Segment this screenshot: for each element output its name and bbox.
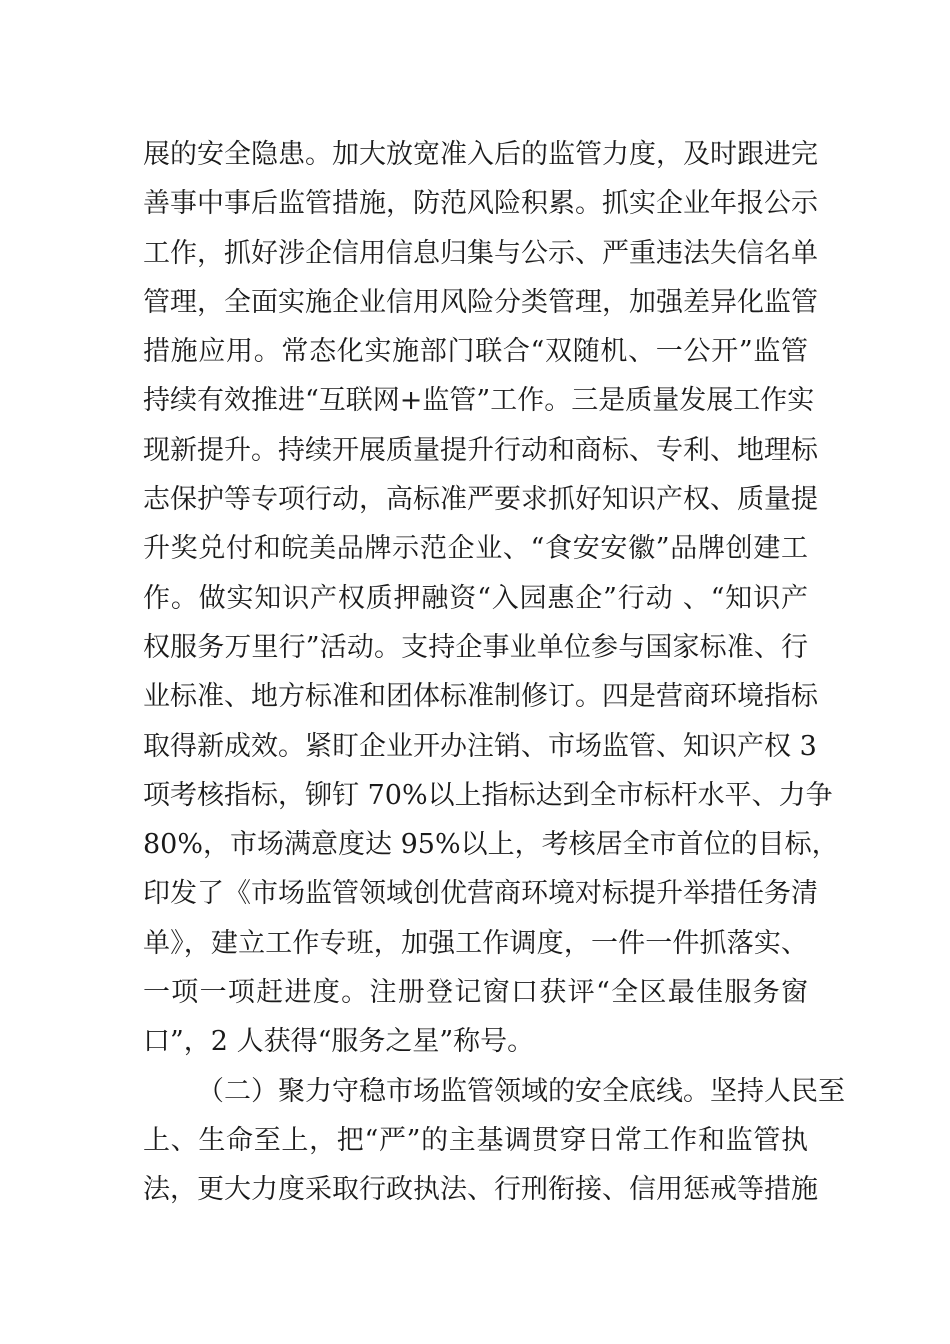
text-line-2: 善事中事后监管措施，防范风险积累。抓实企业年报公示 (143, 188, 818, 220)
text-line-7: 现新提升。持续开展质量提升行动和商标、专利、地理标 (143, 434, 818, 466)
text-line-16: 印发了《市场监管领域创优营商环境对标提升举措任务清 (143, 878, 818, 910)
text-line-10: 作。做实知识产权质押融资“入园惠企”行动 、“知识产 (143, 582, 808, 614)
text-line-8: 志保护等专项行动，高标准严要求抓好知识产权、质量提 (143, 484, 818, 516)
text-line-13: 取得新成效。紧盯企业开办注销、市场监管、知识产权 3 (143, 730, 817, 762)
text-line-11: 权服务万里行”活动。支持企事业单位参与国家标准、行 (143, 631, 808, 663)
text-line-17: 单》，建立工作专班，加强工作调度，一件一件抓落实、 (143, 927, 808, 959)
text-line-4: 管理，全面实施企业信用风险分类管理，加强差异化监管 (143, 286, 818, 318)
text-line-15: 80%，市场满意度达 95%以上，考核居全市首位的目标， (143, 829, 839, 861)
text-line-6: 持续有效推进“互联网+监管”工作。三是质量发展工作实 (143, 385, 815, 417)
text-line-12: 业标准、地方标准和团体标准制修订。四是营商环境指标 (143, 681, 818, 713)
text-line-9: 升奖兑付和皖美品牌示范企业、“食安安徽”品牌创建工 (143, 533, 808, 565)
text-line-18: 一项一项赶进度。注册登记窗口获评“全区最佳服务窗 (143, 977, 808, 1009)
text-line-1: 展的安全隐患。加大放宽准入后的监管力度，及时跟进完 (143, 139, 818, 170)
text-line-19: 口”，2 人获得“服务之星”称号。 (143, 1026, 535, 1058)
text-line-5: 措施应用。常态化实施部门联合“双随机、一公开”监管 (143, 336, 808, 368)
section-heading-line: （二）聚力守稳市场监管领域的安全底线。坚持人民至 (197, 1075, 845, 1107)
body-text (143, 130, 845, 1215)
text-line-14: 项考核指标，铆钉 70%以上指标达到全市标杆水平、力争 (143, 779, 833, 811)
text-line-3: 工作，抓好涉企信用信息归集与公示、严重违法失信名单 (143, 237, 818, 269)
text-line-21: 上、生命至上，把“严”的主基调贯穿日常工作和监管执 (143, 1124, 808, 1156)
text-line-22: 法，更大力度采取行政执法、行刑衔接、信用惩戒等措施 (143, 1174, 818, 1206)
